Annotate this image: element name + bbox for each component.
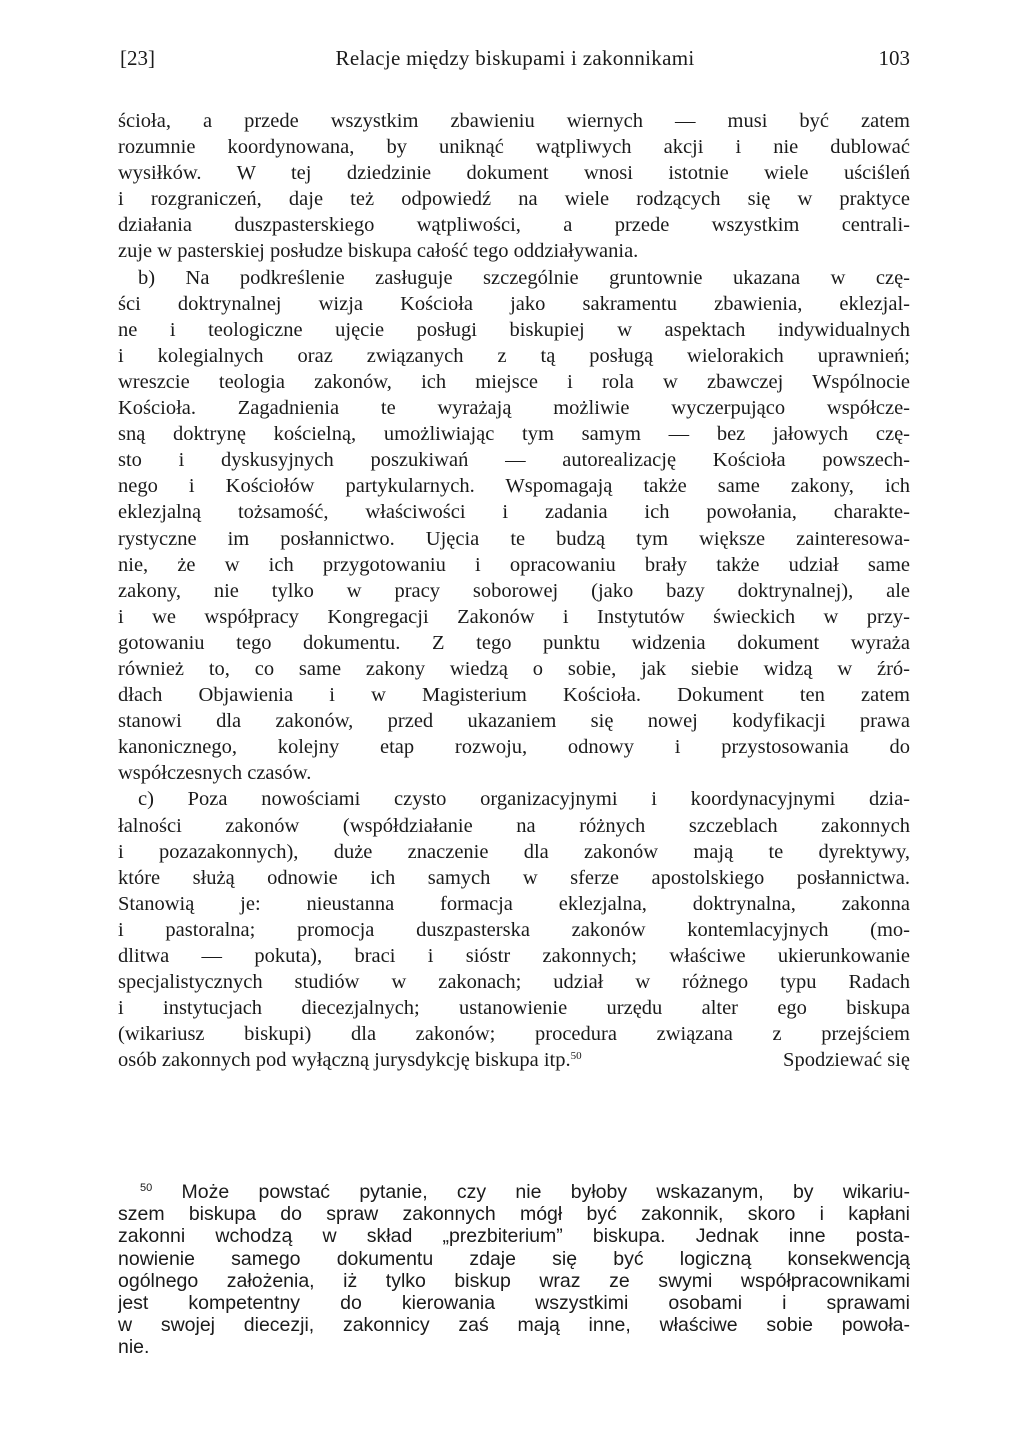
text-line: Stanowią je: nieustanna formacja eklezjalna, doktrynalna, zakonna xyxy=(118,892,910,915)
text-line: i instytucjach diecezjalnych; ustanowienie urzędu alter ego biskupa xyxy=(118,997,910,1020)
text-line: i we współpracy Kongregacji Zakonów i Instytutów świeckich w przy- xyxy=(118,605,910,628)
text-line: również to, co same zakony wiedzą o sobie, jak siebie widzą w źró- xyxy=(118,657,910,680)
paragraph-c xyxy=(118,786,910,1073)
running-title: Relacje między biskupami i zakonnikami xyxy=(335,46,695,70)
footnote-line: szem biskupa do spraw zakonnych mógł być zakonnik, skoro i kapłani xyxy=(118,1203,910,1226)
text-line: ści doktrynalnej wizja Kościoła jako sakramentu zbawienia, eklezjal- xyxy=(118,292,910,315)
text-line: i rozgraniczeń, daje też odpowiedź na wiele rodzących się w praktyce xyxy=(118,188,910,211)
page-number: 103 xyxy=(878,46,910,70)
footnote xyxy=(118,1181,910,1359)
text-line: sną doktrynę kościelną, umożliwiając tym samym — bez jałowych czę- xyxy=(118,423,910,446)
text-line: ne i teologiczne ujęcie posługi biskupiej w aspektach indywidualnych xyxy=(118,318,910,341)
text-line: zakony, nie tylko w pracy soborowej (jako bazy doktrynalnej), ale xyxy=(118,579,910,602)
text-line: specjalistycznych studiów w zakonach; udział w różnego typu Radach xyxy=(118,971,910,994)
text-line: sto i dyskusyjnych poszukiwań — autorealizację Kościoła powszech- xyxy=(118,449,910,472)
text-line: nie, że w ich przygotowaniu i opracowaniu brały także udział same xyxy=(118,553,910,576)
text-line: wreszcie teologia zakonów, ich miejsce i rola w zbawczej Wspólnocie xyxy=(118,370,910,393)
text-line: działania duszpasterskiego wątpliwości, a przede wszystkim centrali- xyxy=(118,214,910,237)
text-line: osób zakonnych pod wyłączną jurysdykcję biskupa itp. xyxy=(118,1049,571,1072)
paragraph-b xyxy=(118,265,910,787)
text-line: Kościoła. Zagadnienia te wyrażają możliwie wyczerpująco współcze- xyxy=(118,397,910,420)
text-line: dłach Objawienia i w Magisterium Kościoła. Dokument ten zatem xyxy=(118,684,910,707)
footnote-line-first xyxy=(118,1181,910,1203)
text-line: współczesnych czasów. xyxy=(118,762,312,785)
text-line: c) Poza nowościami czysto organizacyjnymi i koordynacyjnymi dzia- xyxy=(138,788,910,811)
text-line: gotowaniu tego dokumentu. Z tego punktu widzenia dokument wyraża xyxy=(118,631,910,654)
text-line-tail: Spodziewać się xyxy=(783,1049,910,1072)
text-line: rozumnie koordynowana, by uniknąć wątpliwych akcji i nie dublować xyxy=(118,136,910,159)
text-line: kanonicznego, kolejny etap rozwoju, odnowy i przystosowania do xyxy=(118,736,910,759)
footnote-ref[interactable]: 50 xyxy=(570,1050,582,1063)
footnote-line: nowienie samego dokumentu zdaje się być logiczną konsekwencją xyxy=(118,1247,910,1270)
footnote-50 xyxy=(118,1181,910,1359)
text-line: rystyczne im posłannictwo. Ujęcia te budzą tym większe zainteresowa- xyxy=(118,527,910,550)
footnote-line: ogólnego założenia, iż tylko biskup wraz ze swymi współpracownikami xyxy=(118,1269,910,1292)
text-line: i kolegialnych oraz związanych z tą posługą wielorakich uprawnień; xyxy=(118,344,910,367)
text-line: stanowi dla zakonów, przed ukazaniem się nowej kodyfikacji prawa xyxy=(118,710,910,733)
text-line: łalności zakonów (współdziałanie na różnych szczeblach zakonnych xyxy=(118,814,910,837)
text-line: i pozazakonnych), duże znaczenie dla zakonów mają te dyrektywy, xyxy=(118,840,910,863)
running-header xyxy=(120,46,910,76)
footnote-line: nie. xyxy=(118,1336,150,1359)
paragraph-a xyxy=(118,108,910,265)
footnote-line: Może powstać pytanie, czy nie byłoby wskazanym, by wikariu- xyxy=(152,1181,910,1203)
text-line: eklezjalną tożsamość, właściwości i zadania ich powołania, charakte- xyxy=(118,501,910,524)
text-line: nego i Kościołów partykularnych. Wspomagają także same zakony, ich xyxy=(118,475,910,498)
text-line: (wikariusz biskupi) dla zakonów; procedura związana z przejściem xyxy=(118,1023,910,1046)
text-line-with-ref xyxy=(118,1047,910,1073)
text-line: b) Na podkreślenie zasługuje szczególnie gruntownie ukazana w czę- xyxy=(138,266,910,289)
footnote-line: jest kompetentny do kierowania wszystkimi osobami i sprawami xyxy=(118,1291,910,1314)
text-line: które służą odnowie ich samych w sferze apostolskiego posłannictwa. xyxy=(118,866,910,889)
text-line: ścioła, a przede wszystkim zbawieniu wiernych — musi być zatem xyxy=(118,110,910,132)
section-number: [23] xyxy=(120,46,155,70)
text-line: i pastoralna; promocja duszpasterska zakonów kontemlacyjnych (mo- xyxy=(118,918,910,941)
footnote-line: w swojej diecezji, zakonnicy zaś mają inne, właściwe sobie powoła- xyxy=(118,1314,910,1337)
text-line: wysiłków. W tej dziedzinie dokument wnosi istotnie wiele uściśleń xyxy=(118,162,910,185)
main-text xyxy=(118,108,910,1073)
text-line: zuje w pasterskiej posłudze biskupa całość tego oddziaływania. xyxy=(118,240,639,263)
footnote-number: 50 xyxy=(140,1182,153,1194)
text-line: dlitwa — pokuta), braci i sióstr zakonnych; właściwe ukierunkowanie xyxy=(118,945,910,967)
footnote-line: zakonni wchodzą w skład „prezbiterium” biskupa. Jednak inne posta- xyxy=(118,1225,910,1248)
